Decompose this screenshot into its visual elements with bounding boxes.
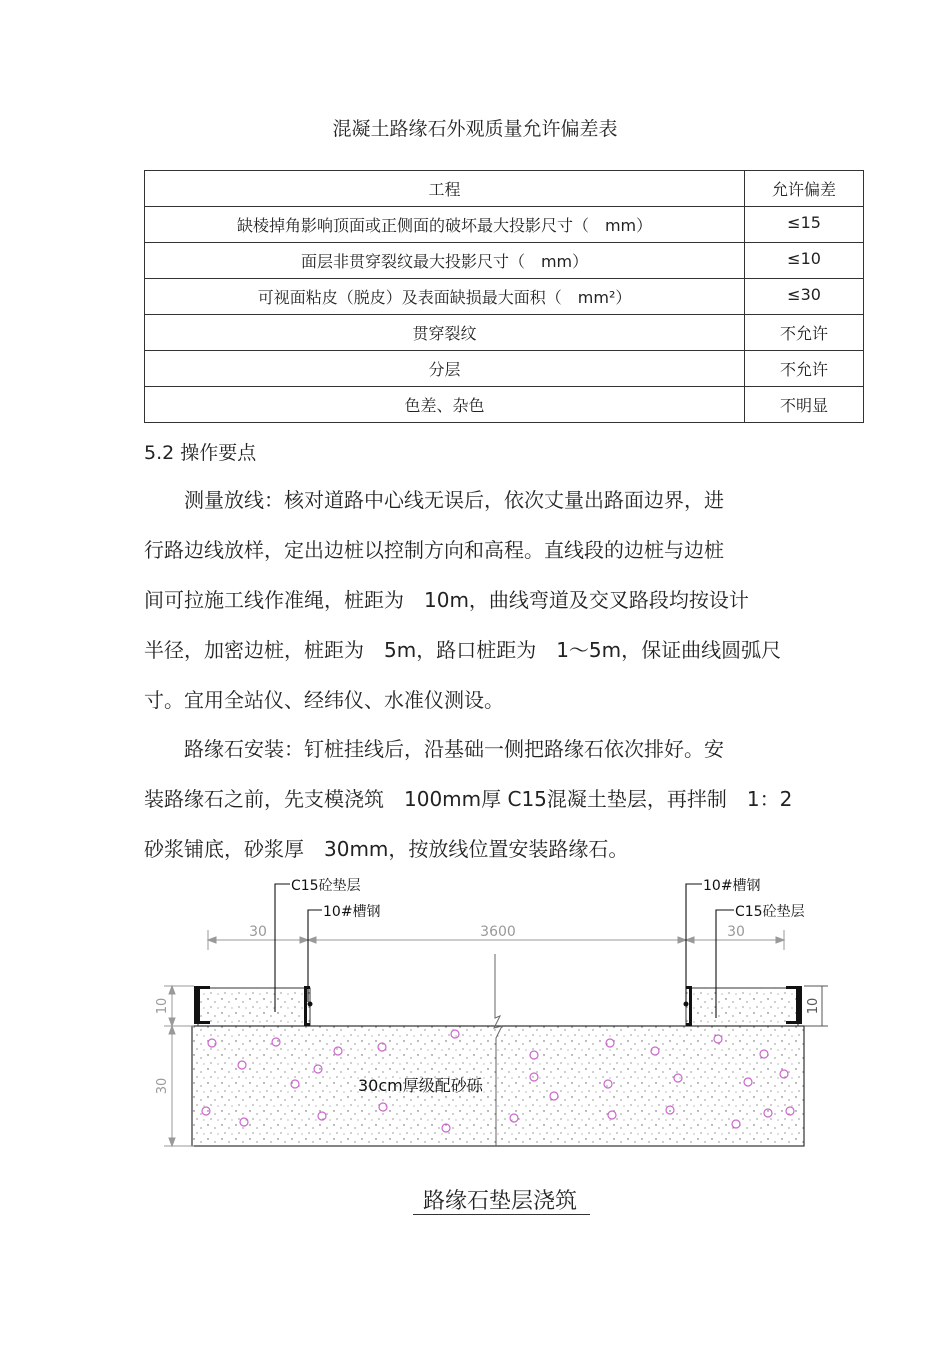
paragraph-line: 测量放线：核对道路中心线无误后，依次丈量出路面边界，进 xyxy=(144,488,724,512)
table-cell-item: 面层非贯穿裂纹最大投影尺寸（ mm） xyxy=(145,243,745,279)
paragraph-line: 行路边线放样，定出边桩以控制方向和高程。直线段的边桩与边桩 xyxy=(144,538,724,562)
table-row xyxy=(145,351,864,387)
table-cell-item: 可视面粘皮（脱皮）及表面缺损最大面积（ mm²） xyxy=(145,279,745,315)
table-row xyxy=(145,279,864,315)
label-channel-steel-left: 10#槽钢 xyxy=(323,904,381,920)
steel-marker-dot xyxy=(308,1002,313,1007)
document-title: 混凝土路缘石外观质量允许偏差表 xyxy=(332,118,618,140)
table-header-cell: 工程 xyxy=(145,171,745,207)
table-row xyxy=(145,315,864,351)
table-cell-tolerance: ≤15 xyxy=(745,207,864,243)
table-header-row xyxy=(145,171,864,207)
dim-left-height-top: 10 xyxy=(155,997,170,1015)
curb-cushion-section-diagram xyxy=(150,870,830,1160)
table-cell-item: 分层 xyxy=(145,351,745,387)
paragraph-survey xyxy=(144,475,781,725)
paragraph-line: 路缘石安装：钉桩挂线后，沿基础一侧把路缘石依次排好。安 xyxy=(144,737,724,761)
table-row xyxy=(145,243,864,279)
paragraph-line: 间可拉施工线作准绳，桩距为 10m，曲线弯道及交叉路段均按设计 xyxy=(144,588,749,612)
dim-left-width: 30 xyxy=(249,924,267,940)
dim-span: 3600 xyxy=(480,924,516,940)
tolerance-table xyxy=(144,170,864,423)
table-header-cell: 允许偏差 xyxy=(745,171,864,207)
table-cell-tolerance: 不明显 xyxy=(745,387,864,423)
paragraph-line: 寸。宜用全站仪、经纬仪、水准仪测设。 xyxy=(144,688,504,712)
table-cell-tolerance: ≤30 xyxy=(745,279,864,315)
dim-left-height-base: 30 xyxy=(155,1077,170,1095)
caption-underline xyxy=(413,1214,590,1215)
label-gravel-base: 30cm厚级配砂砾 xyxy=(358,1076,483,1095)
table-row xyxy=(145,207,864,243)
paragraph-line: 半径，加密边桩，桩距为 5m，路口桩距为 1～5m，保证曲线圆弧尺 xyxy=(144,638,782,662)
dim-right-width: 30 xyxy=(727,924,745,940)
left-c15-cushion xyxy=(198,988,310,1026)
table-row xyxy=(145,387,864,423)
gravel-base-layer xyxy=(192,1026,804,1146)
table-cell-item: 色差、杂色 xyxy=(145,387,745,423)
table-cell-item: 缺棱掉角影响顶面或正侧面的破坏最大投影尺寸（ mm） xyxy=(145,207,745,243)
dim-right-height: 10 xyxy=(806,997,821,1015)
paragraph-line: 砂浆铺底，砂浆厚 30mm，按放线位置安装路缘石。 xyxy=(144,837,629,861)
label-c15-cushion-right: C15砼垫层 xyxy=(735,904,805,920)
label-c15-cushion-left: C15砼垫层 xyxy=(291,878,361,894)
paragraph-install xyxy=(144,724,792,874)
table-cell-tolerance: 不允许 xyxy=(745,315,864,351)
section-heading: 5.2 操作要点 xyxy=(144,442,257,464)
right-c15-cushion xyxy=(686,988,798,1026)
table-cell-item: 贯穿裂纹 xyxy=(145,315,745,351)
table-cell-tolerance: ≤10 xyxy=(745,243,864,279)
paragraph-line: 装路缘石之前，先支模浇筑 100mm厚 C15混凝土垫层，再拌制 1：2 xyxy=(144,787,793,811)
figure-caption: 路缘石垫层浇筑 xyxy=(422,1189,577,1214)
steel-marker-dot xyxy=(684,1002,689,1007)
label-channel-steel-right: 10#槽钢 xyxy=(703,878,761,894)
table-cell-tolerance: 不允许 xyxy=(745,351,864,387)
